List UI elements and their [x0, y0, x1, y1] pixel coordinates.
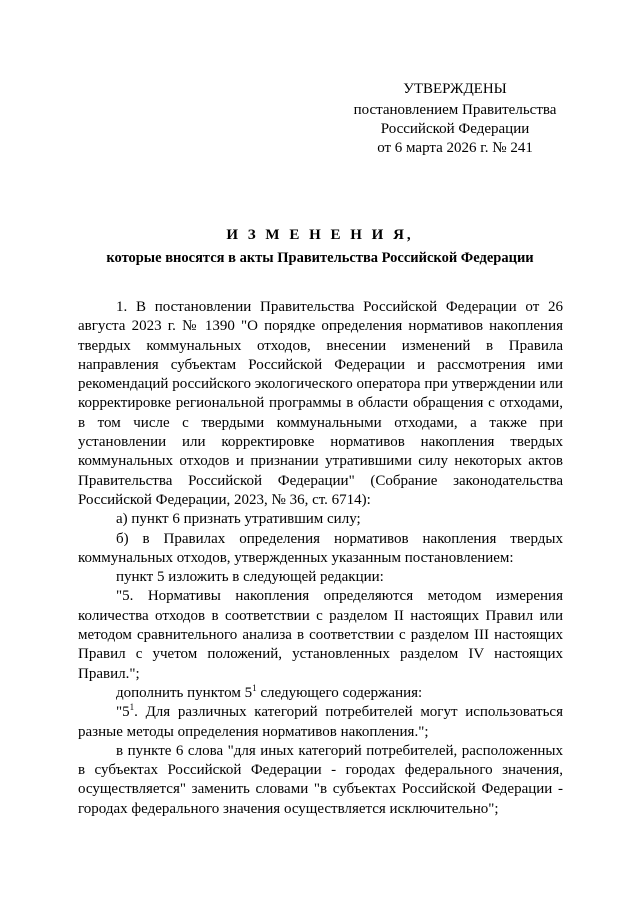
paragraph-6-tail: следующего содержания: [256, 684, 423, 701]
paragraph-6-text: дополнить пунктом 5 [116, 684, 253, 701]
approval-stamp [340, 80, 570, 158]
paragraph-2: а) пункт 6 признать утратившим силу; [116, 511, 361, 528]
paragraph-8: в пункте 6 слова "для иных категорий потребителей, расположенных в субъектах Российской Федерации - городах федерального значения, осуществляется" заменить словами "в субъектах Российской Федерации - городах федерального значения осуществляется исключительно"; [78, 742, 563, 817]
paragraph-6 [78, 684, 563, 703]
approval-line-3: от 6 марта 2026 г. № 241 [377, 140, 533, 156]
approval-line-1: постановлением Правительства [353, 102, 557, 118]
paragraph-1: 1. В постановлении Правительства Российской Федерации от 26 августа 2023 г. № 1390 "О порядке определения нормативов накопления твердых коммунальных отходов, внесении изменений в Правила направления субъектам Российской Федерации и рассмотрения ими рекомендаций российского экологического оператора при утверждении или корректировке региональной программы в области обращения с отходами, в том числе с твердыми коммунальными отходами, а также при установлении или корректировке нормативов накопления твердых коммунальных отходов и признании утратившими силу некоторых актов Правительства Российской Федерации" (Собрание законодательства Российской Федерации, 2023, № 36, ст. 6714): [78, 299, 563, 508]
document-subtitle: которые вносятся в акты Правительства Российской Федерации [106, 250, 534, 266]
document-body [78, 298, 563, 819]
paragraph-7-rest: . Для различных категорий потребителей могут использоваться разные методы определения нормативов накопления."; [78, 704, 563, 740]
paragraph-4: пункт 5 изложить в следующей редакции: [116, 569, 384, 586]
paragraph-7-superscript: 1 [129, 702, 135, 713]
document-title: И З М Е Н Е Н И Я, [226, 227, 414, 243]
paragraph-5: "5. Нормативы накопления определяются методом измерения количества отходов в соответствии с разделом II настоящих Правил или методом сравнительного анализа в соответствии с разделом III настоящих Правил с учетом положений, установленных разделом IV настоящих Правил."; [78, 588, 563, 682]
paragraph-7 [78, 703, 563, 742]
approval-line-2: Российской Федерации [380, 121, 530, 137]
paragraph-3: б) в Правилах определения нормативов накопления твердых коммунальных отходов, утвержденных указанным постановлением: [78, 530, 563, 566]
paragraph-7-start: "5 [116, 704, 130, 721]
approval-heading: УТВЕРЖДЕНЫ [403, 81, 507, 97]
paragraph-6-superscript: 1 [252, 682, 257, 693]
